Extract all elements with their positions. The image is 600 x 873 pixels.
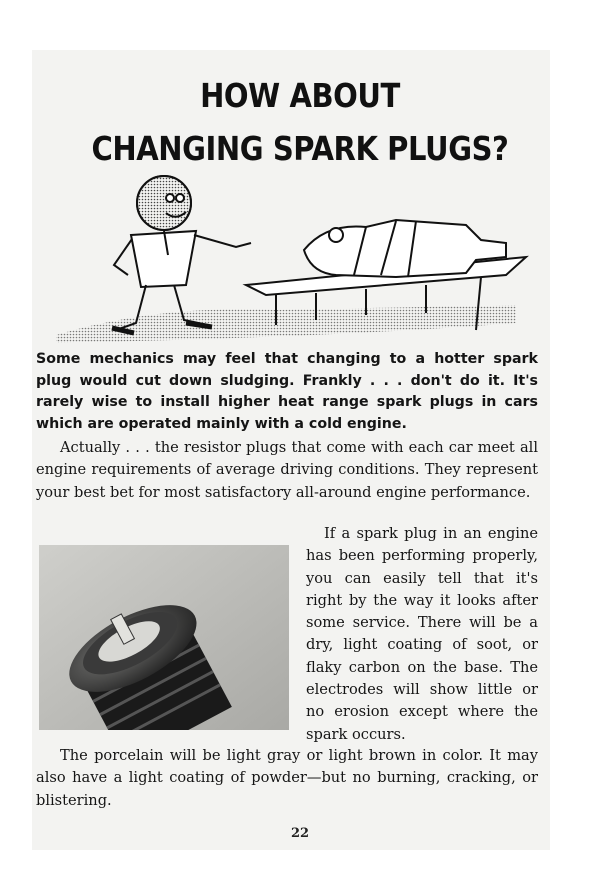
page-title-line-1: HOW ABOUT (200, 76, 400, 115)
intro-bold-paragraph: Some mechanics may feel that changing to a hotter spark plug would cut down sludging. Frankly . . . don't do it. It's rarely wise to install higher heat range spark plugs in cars which are operated mainly with a cold engine. (36, 351, 538, 432)
cartoon-illustration (36, 165, 536, 345)
spark-plug-photo (39, 545, 289, 730)
body-paragraph-3: If a spark plug in an engine has been performing properly, you can easily tell that it's right by the way it looks after some service. There will be a dry, light coating of soot, or flaky carbon on the base. The electrodes will show little or no erosion except where the spark occurs. (306, 525, 538, 743)
body-paragraph-2: Actually . . . the resistor plugs that come with each car meet all engine requirements of average driving conditions. They represent your best bet for most satisfactory all-around engine performance. (36, 439, 538, 501)
body-paragraph-4: The porcelain will be light gray or light brown in color. It may also have a light coating of powder—but no burning, cracking, or blistering. (36, 747, 538, 809)
ground-shading (56, 305, 516, 343)
page-number: 22 (290, 826, 310, 841)
page-title-line-2: CHANGING SPARK PLUGS? (91, 129, 509, 168)
